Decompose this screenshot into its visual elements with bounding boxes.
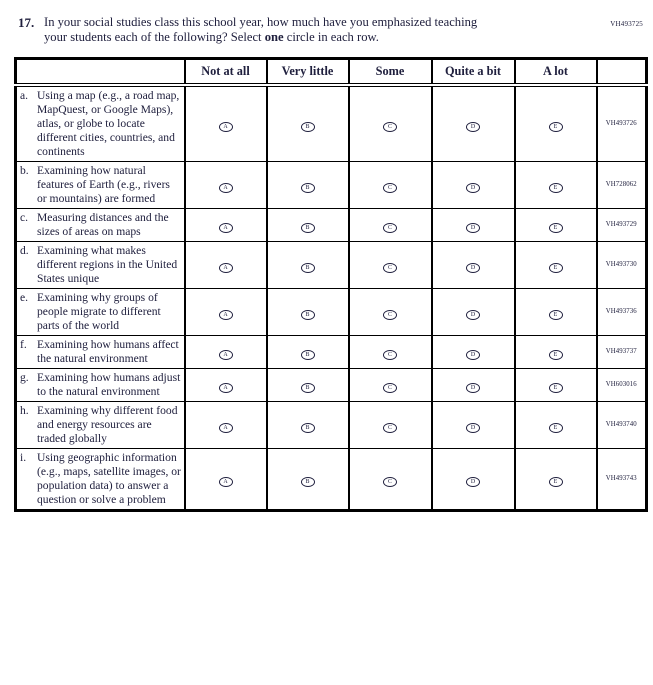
table-row (16, 161, 647, 208)
table-row (16, 85, 647, 162)
question-text-bold: one (264, 30, 284, 44)
row-letter: f. (20, 337, 27, 351)
option-bubble-d[interactable]: D (466, 383, 480, 393)
row-stem (16, 368, 185, 401)
option-bubble-e[interactable]: E (549, 477, 563, 487)
row-letter: d. (20, 243, 29, 257)
table-row (16, 335, 647, 368)
option-cell (432, 85, 515, 162)
stem-header-cell (16, 59, 185, 85)
option-bubble-a[interactable]: A (219, 223, 233, 233)
row-letter: i. (20, 450, 27, 464)
row-letter: h. (20, 403, 29, 417)
option-cell (267, 241, 349, 288)
option-cell (432, 161, 515, 208)
page-code: VH493725 (610, 20, 643, 28)
option-cell (349, 85, 432, 162)
option-cell (515, 335, 597, 368)
row-text: Using a map (e.g., a road map, MapQuest, or Google Maps), atlas, or globe to locate different cities, countries, and continents (37, 88, 180, 158)
option-bubble-b[interactable]: B (301, 183, 315, 193)
option-bubble-c[interactable]: C (383, 350, 397, 360)
table-row (16, 401, 647, 448)
option-bubble-b[interactable]: B (301, 310, 315, 320)
option-bubble-b[interactable]: B (301, 223, 315, 233)
question-text (44, 15, 499, 45)
code-header-cell (597, 59, 647, 85)
option-cell (349, 335, 432, 368)
column-header-very-little: Very little (267, 59, 349, 85)
option-bubble-e[interactable]: E (549, 350, 563, 360)
option-bubble-c[interactable]: C (383, 183, 397, 193)
option-cell (349, 161, 432, 208)
row-text: Examining what makes different regions in the United States unique (37, 243, 178, 285)
option-bubble-b[interactable]: B (301, 350, 315, 360)
option-cell (267, 161, 349, 208)
item-code: VH493737 (597, 335, 647, 368)
column-header-quite-a-bit: Quite a bit (432, 59, 515, 85)
question-number: 17. (18, 15, 35, 30)
row-letter: g. (20, 370, 29, 384)
option-bubble-c[interactable]: C (383, 122, 397, 132)
option-cell (349, 448, 432, 510)
option-cell (267, 335, 349, 368)
row-text: Examining why groups of people migrate to different parts of the world (37, 290, 161, 332)
option-cell (267, 448, 349, 510)
item-code: VH728062 (597, 161, 647, 208)
table-row (16, 368, 647, 401)
option-cell (349, 208, 432, 241)
row-text: Measuring distances and the sizes of areas on maps (37, 210, 169, 238)
option-cell (515, 85, 597, 162)
option-bubble-a[interactable]: A (219, 350, 233, 360)
row-text: Examining why different food and energy resources are traded globally (37, 403, 178, 445)
row-text: Using geographic information (e.g., maps, satellite images, or population data) to answer a question or solve a problem (37, 450, 181, 506)
option-bubble-d[interactable]: D (466, 223, 480, 233)
option-bubble-e[interactable]: E (549, 263, 563, 273)
option-bubble-a[interactable]: A (219, 477, 233, 487)
row-stem (16, 401, 185, 448)
option-bubble-d[interactable]: D (466, 423, 480, 433)
row-text: Examining how humans adjust to the natural environment (37, 370, 181, 398)
option-bubble-e[interactable]: E (549, 383, 563, 393)
option-cell (432, 208, 515, 241)
item-code: VH493740 (597, 401, 647, 448)
option-cell (267, 401, 349, 448)
table-body (16, 85, 647, 511)
table-header (16, 59, 647, 85)
option-bubble-a[interactable]: A (219, 383, 233, 393)
table-row (16, 448, 647, 510)
item-code: VH603016 (597, 368, 647, 401)
option-bubble-b[interactable]: B (301, 423, 315, 433)
option-cell (432, 401, 515, 448)
option-cell (515, 448, 597, 510)
option-cell (185, 448, 267, 510)
option-bubble-e[interactable]: E (549, 423, 563, 433)
option-cell (515, 288, 597, 335)
row-stem (16, 85, 185, 162)
column-header-a-lot: A lot (515, 59, 597, 85)
option-cell (349, 241, 432, 288)
response-matrix (14, 57, 648, 512)
option-bubble-b[interactable]: B (301, 263, 315, 273)
option-cell (185, 401, 267, 448)
row-letter: e. (20, 290, 29, 304)
option-bubble-e[interactable]: E (549, 122, 563, 132)
option-bubble-c[interactable]: C (383, 263, 397, 273)
option-cell (432, 241, 515, 288)
row-stem (16, 335, 185, 368)
question-text-after: circle in each row. (283, 30, 379, 44)
option-bubble-e[interactable]: E (549, 223, 563, 233)
option-cell (185, 288, 267, 335)
row-stem (16, 448, 185, 510)
table-row (16, 208, 647, 241)
option-bubble-b[interactable]: B (301, 477, 315, 487)
item-code: VH493730 (597, 241, 647, 288)
option-cell (432, 448, 515, 510)
option-cell (349, 401, 432, 448)
option-cell (267, 368, 349, 401)
item-code: VH493736 (597, 288, 647, 335)
option-bubble-e[interactable]: E (549, 183, 563, 193)
row-stem (16, 161, 185, 208)
option-cell (515, 241, 597, 288)
option-bubble-c[interactable]: C (383, 423, 397, 433)
option-cell (515, 401, 597, 448)
option-cell (432, 335, 515, 368)
item-code: VH493726 (597, 85, 647, 162)
option-cell (349, 368, 432, 401)
option-cell (185, 208, 267, 241)
column-header-some: Some (349, 59, 432, 85)
row-letter: b. (20, 163, 29, 177)
option-cell (185, 368, 267, 401)
option-bubble-c[interactable]: C (383, 310, 397, 320)
option-cell (432, 368, 515, 401)
row-stem (16, 241, 185, 288)
option-bubble-a[interactable]: A (219, 423, 233, 433)
option-cell (349, 288, 432, 335)
option-cell (267, 85, 349, 162)
option-bubble-d[interactable]: D (466, 310, 480, 320)
option-cell (185, 161, 267, 208)
option-bubble-d[interactable]: D (466, 477, 480, 487)
question-text-before: In your social studies class this school year, how much have you emphasized teaching your students each of the following? Select (44, 15, 478, 44)
option-bubble-a[interactable]: A (219, 122, 233, 132)
option-bubble-c[interactable]: C (383, 383, 397, 393)
question-block (18, 15, 653, 45)
option-cell (267, 208, 349, 241)
option-bubble-a[interactable]: A (219, 183, 233, 193)
option-bubble-e[interactable]: E (549, 310, 563, 320)
row-stem (16, 288, 185, 335)
option-cell (515, 161, 597, 208)
table-row (16, 241, 647, 288)
option-cell (185, 85, 267, 162)
option-cell (515, 208, 597, 241)
option-cell (185, 241, 267, 288)
option-bubble-c[interactable]: C (383, 477, 397, 487)
column-header-not-at-all: Not at all (185, 59, 267, 85)
row-stem (16, 208, 185, 241)
option-cell (515, 368, 597, 401)
option-bubble-d[interactable]: D (466, 183, 480, 193)
option-bubble-d[interactable]: D (466, 263, 480, 273)
row-text: Examining how natural features of Earth (e.g., rivers or mountains) are formed (37, 163, 170, 205)
option-bubble-d[interactable]: D (466, 350, 480, 360)
option-bubble-b[interactable]: B (301, 122, 315, 132)
option-bubble-d[interactable]: D (466, 122, 480, 132)
option-cell (432, 288, 515, 335)
option-cell (267, 288, 349, 335)
row-letter: c. (20, 210, 29, 224)
option-cell (185, 335, 267, 368)
row-letter: a. (20, 88, 29, 102)
item-code: VH493743 (597, 448, 647, 510)
option-bubble-a[interactable]: A (219, 310, 233, 320)
item-code: VH493729 (597, 208, 647, 241)
option-bubble-b[interactable]: B (301, 383, 315, 393)
option-bubble-c[interactable]: C (383, 223, 397, 233)
option-bubble-a[interactable]: A (219, 263, 233, 273)
table-row (16, 288, 647, 335)
row-text: Examining how humans affect the natural environment (37, 337, 179, 365)
